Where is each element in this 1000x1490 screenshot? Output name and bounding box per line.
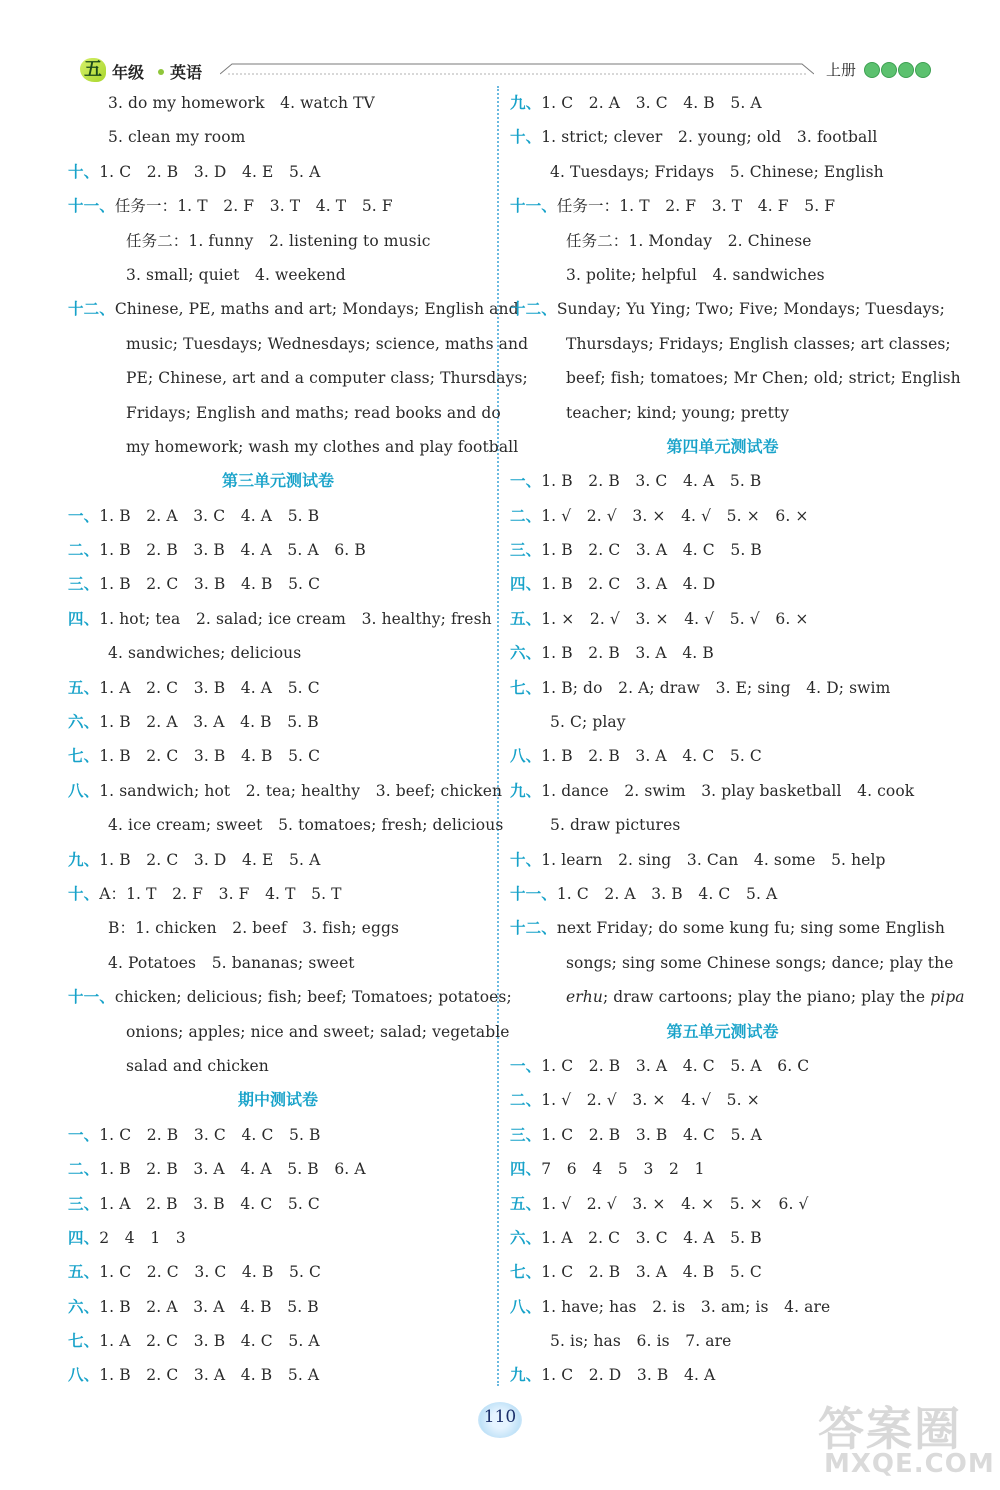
left-column — [68, 86, 529, 1393]
question-number: 三、 — [68, 575, 100, 594]
question-number: 一、 — [510, 472, 542, 491]
answer-line: 4. sandwiches; delicious — [108, 644, 302, 663]
answer-line — [510, 189, 935, 223]
question-number: 六、 — [68, 1297, 100, 1316]
watermark-text: 答案圈 — [818, 1402, 962, 1456]
answer-line: teacher; kind; young; pretty — [566, 403, 790, 422]
question-number: 十、 — [510, 128, 542, 147]
answer-line — [68, 602, 492, 636]
answer-line — [510, 120, 935, 154]
answer-line: 3. small; quiet 4. weekend — [126, 265, 346, 284]
question-number: 十一、 — [68, 988, 115, 1007]
watermark-url: MXQE.COM — [824, 1449, 995, 1479]
decor-dot — [915, 62, 931, 78]
answer-text: 1. C 2. B 3. B 4. C 5. A — [541, 1125, 762, 1144]
answer-line — [510, 980, 965, 1014]
answer-text: 1. √ 2. √ 3. × 4. × 5. × 6. √ — [541, 1194, 809, 1213]
answer-text: 任务一：1. T 2. F 3. T 4. F 5. F — [556, 197, 836, 216]
answer-text: 任务一：1. T 2. F 3. T 4. T 5. F — [114, 197, 393, 216]
question-number: 九、 — [68, 850, 100, 869]
answer-line — [68, 705, 488, 739]
answer-line — [68, 1152, 488, 1186]
question-number: 四、 — [510, 1160, 542, 1179]
answer-line: my homework; wash my clothes and play football — [126, 437, 519, 456]
answer-text: 1. hot; tea 2. salad; ice cream 3. healthy; fresh — [99, 609, 492, 628]
answer-text: 1. C 2. C 3. C 4. B 5. C — [99, 1263, 322, 1282]
answer-text: 1. B 2. C 3. B 4. B 5. C — [99, 747, 321, 766]
answer-text: next Friday; do some kung fu; sing some English — [556, 919, 945, 938]
watermark-logo — [818, 1393, 998, 1488]
answer-line — [68, 189, 488, 223]
answer-text: 1. learn 2. sing 3. Can 4. some 5. help — [541, 850, 886, 869]
answer-text: 1. C 2. D 3. B 4. A — [541, 1366, 716, 1385]
answer-line — [510, 739, 935, 773]
answer-text: 1. A 2. C 3. B 4. A 5. C — [99, 678, 320, 697]
section-title: 第四单元测试卷 — [666, 436, 779, 456]
answer-text: 1. C 2. B 3. D 4. E 5. A — [99, 162, 321, 181]
question-number: 一、 — [68, 506, 100, 525]
answer-text: 1. × 2. √ 3. × 4. √ 5. √ 6. × — [541, 609, 809, 628]
question-number: 十二、 — [510, 919, 557, 938]
answer-line — [510, 1290, 935, 1324]
question-number: 七、 — [68, 1332, 100, 1351]
question-number: 三、 — [68, 1194, 100, 1213]
question-number: 七、 — [68, 747, 100, 766]
answer-line: Thursdays; Fridays; English classes; art classes; — [566, 334, 951, 353]
question-number: 十二、 — [68, 300, 115, 319]
answer-line — [510, 671, 935, 705]
answer-text: chicken; delicious; fish; beef; Tomatoes; potatoes; — [114, 988, 512, 1007]
answer-line — [68, 499, 488, 533]
question-number: 二、 — [510, 506, 542, 525]
subject-label: 英语 — [170, 63, 203, 82]
answer-line — [510, 567, 935, 601]
answer-text: 1. C 2. B 3. A 4. B 5. C — [541, 1263, 762, 1282]
answer-line — [510, 86, 935, 120]
answer-line — [68, 671, 488, 705]
answer-text: 7 6 4 5 3 2 1 — [541, 1160, 705, 1179]
answer-line — [510, 1358, 935, 1392]
answer-line — [68, 533, 488, 567]
question-number: 五、 — [68, 1263, 100, 1282]
answer-text: 1. dance 2. swim 3. play basketball 4. cook — [541, 781, 915, 800]
question-number: 十、 — [510, 850, 542, 869]
question-number: 四、 — [68, 609, 100, 628]
question-number: 八、 — [68, 1366, 100, 1385]
answer-line — [510, 1187, 935, 1221]
answer-line: Fridays; English and maths; read books and do — [126, 403, 501, 422]
question-number: 八、 — [510, 1297, 542, 1316]
question-number: 六、 — [510, 644, 542, 663]
right-column — [510, 86, 965, 1393]
section-title: 期中测试卷 — [237, 1090, 318, 1110]
question-number: 五、 — [510, 609, 542, 628]
answer-line: 4. Tuesdays; Fridays 5. Chinese; English — [550, 162, 884, 181]
answer-line — [510, 1221, 935, 1255]
answer-text: 1. C 2. B 3. C 4. C 5. B — [99, 1125, 321, 1144]
answer-line: 4. Potatoes 5. bananas; sweet — [108, 953, 355, 972]
answer-text: 1. B 2. A 3. C 4. A 5. B — [99, 506, 320, 525]
answer-text: 1. B 2. B 3. C 4. A 5. B — [541, 472, 762, 491]
answer-text: 1. A 2. C 3. B 4. C 5. A — [99, 1332, 320, 1351]
answer-line — [68, 1187, 488, 1221]
question-number: 九、 — [510, 94, 542, 112]
answer-line: 3. polite; helpful 4. sandwiches — [566, 265, 825, 284]
page-header — [0, 0, 1000, 90]
question-number: 八、 — [68, 781, 100, 800]
answer-text: ; draw cartoons; play the piano; play the — [602, 988, 931, 1007]
answer-line — [68, 1290, 488, 1324]
header-rule — [220, 62, 814, 76]
question-number: 一、 — [68, 1125, 100, 1144]
answer-text: 1. C 2. B 3. A 4. C 5. A 6. C — [541, 1056, 810, 1075]
answer-line — [510, 911, 945, 945]
answer-line — [68, 877, 488, 911]
answer-text: 1. B 2. A 3. A 4. B 5. B — [99, 1297, 319, 1316]
answer-text: Sunday; Yu Ying; Two; Five; Mondays; Tuesdays; — [556, 300, 945, 319]
section-title: 第五单元测试卷 — [666, 1021, 779, 1041]
grade-badge: 五 — [80, 58, 106, 82]
answer-line — [68, 1221, 488, 1255]
question-number: 九、 — [510, 1366, 542, 1385]
answer-line — [510, 1049, 935, 1083]
question-number: 四、 — [68, 1228, 100, 1247]
page-number-badge — [476, 1400, 524, 1440]
answer-line — [68, 774, 503, 808]
question-number: 七、 — [510, 678, 542, 697]
answer-text: 1. C 2. A 3. B 4. C 5. A — [556, 884, 778, 903]
answer-text: 1. sandwich; hot 2. tea; healthy 3. beef; chicken — [99, 781, 503, 800]
question-number: 十、 — [68, 162, 100, 181]
column-divider — [497, 86, 499, 1386]
answer-text: 2 4 1 3 — [99, 1228, 186, 1247]
page-number: 110 — [483, 1407, 517, 1427]
answer-text: 1. B 2. A 3. A 4. B 5. B — [99, 713, 319, 732]
answer-line — [510, 533, 935, 567]
answer-line — [510, 1083, 935, 1117]
decor-dot — [864, 62, 880, 78]
answer-line — [510, 464, 935, 498]
answer-line — [68, 292, 519, 326]
answer-line: 5. clean my room — [108, 128, 246, 147]
answer-text: 1. B 2. B 3. B 4. A 5. A 6. B — [99, 541, 366, 560]
answer-text: 1. B 2. C 3. A 4. C 5. B — [541, 541, 762, 560]
answer-line: 5. draw pictures — [550, 816, 681, 835]
answer-line — [510, 636, 935, 670]
answer-text: 1. have; has 2. is 3. am; is 4. are — [541, 1297, 831, 1316]
answer-line: music; Tuesdays; Wednesdays; science, maths and — [126, 334, 529, 353]
question-number: 二、 — [68, 541, 100, 560]
answer-line: 5. C; play — [550, 713, 626, 732]
question-number: 六、 — [68, 713, 100, 732]
answer-line — [510, 843, 935, 877]
question-number: 九、 — [510, 781, 542, 800]
question-number: 十一、 — [68, 197, 115, 216]
answer-text: 1. strict; clever 2. young; old 3. football — [541, 128, 878, 147]
answer-text: A：1. T 2. F 3. F 4. T 5. T — [99, 884, 342, 903]
answer-text: 1. B 2. C 3. A 4. B 5. A — [99, 1366, 320, 1385]
answer-line — [510, 1152, 935, 1186]
answer-line: onions; apples; nice and sweet; salad; vegetable — [126, 1022, 510, 1041]
answer-text: 1. B 2. B 3. A 4. C 5. C — [541, 747, 762, 766]
answer-line — [510, 499, 935, 533]
section-title: 第三单元测试卷 — [221, 471, 334, 491]
answer-line: 5. is; has 6. is 7. are — [550, 1332, 732, 1351]
question-number: 二、 — [510, 1091, 542, 1110]
volume-label: 上册 — [826, 61, 857, 79]
answer-text: 1. C 2. A 3. C 4. B 5. A — [541, 94, 762, 112]
question-number: 六、 — [510, 1228, 542, 1247]
answer-line: beef; fish; tomatoes; Mr Chen; old; strict; English — [566, 369, 961, 388]
instrument-name: erhu — [566, 988, 603, 1007]
header-decoration — [864, 62, 931, 78]
answer-text: 1. √ 2. √ 3. × 4. √ 5. × — [541, 1091, 760, 1110]
answer-line — [68, 1118, 488, 1152]
answer-text: 1. B 2. B 3. A 4. A 5. B 6. A — [99, 1160, 366, 1179]
answer-line — [68, 155, 488, 189]
separator-dot — [158, 69, 164, 75]
answer-line — [510, 602, 935, 636]
answer-line — [68, 1358, 488, 1392]
question-number: 十一、 — [510, 197, 557, 216]
question-number: 十二、 — [510, 300, 557, 319]
answer-line — [510, 292, 945, 326]
answer-text: 1. B; do 2. A; draw 3. E; sing 4. D; swim — [541, 678, 891, 697]
answer-line — [68, 739, 488, 773]
answer-text: 1. A 2. B 3. B 4. C 5. C — [99, 1194, 320, 1213]
question-number: 五、 — [510, 1194, 542, 1213]
question-number: 二、 — [68, 1160, 100, 1179]
answer-line — [68, 1255, 488, 1289]
question-number: 十、 — [68, 884, 100, 903]
question-number: 四、 — [510, 575, 542, 594]
answer-line — [510, 877, 935, 911]
question-number: 三、 — [510, 541, 542, 560]
decor-dot — [898, 62, 914, 78]
answer-line — [510, 1255, 935, 1289]
question-number: 八、 — [510, 747, 542, 766]
answer-text: Chinese, PE, maths and art; Mondays; English and — [114, 300, 519, 319]
question-number: 五、 — [68, 678, 100, 697]
answer-text: 1. B 2. C 3. A 4. D — [541, 575, 716, 594]
answer-line — [510, 774, 935, 808]
answer-line: 任务二：1. Monday 2. Chinese — [566, 231, 812, 250]
answer-text: 1. B 2. C 3. B 4. B 5. C — [99, 575, 321, 594]
answer-line: 任务二：1. funny 2. listening to music — [126, 231, 431, 250]
answer-text: 1. B 2. B 3. A 4. B — [541, 644, 714, 663]
answer-line — [68, 980, 512, 1014]
answer-line: 3. do my homework 4. watch TV — [108, 94, 375, 112]
question-number: 七、 — [510, 1263, 542, 1282]
question-number: 一、 — [510, 1056, 542, 1075]
instrument-name: pipa — [930, 988, 965, 1007]
decor-dot — [881, 62, 897, 78]
answer-text: 1. A 2. C 3. C 4. A 5. B — [541, 1228, 762, 1247]
answer-line: songs; sing some Chinese songs; dance; play the — [566, 953, 954, 972]
answer-line: B：1. chicken 2. beef 3. fish; eggs — [108, 919, 400, 938]
answer-line — [510, 1118, 935, 1152]
question-number: 十一、 — [510, 884, 557, 903]
answer-text: 1. B 2. C 3. D 4. E 5. A — [99, 850, 321, 869]
answer-line: 4. ice cream; sweet 5. tomatoes; fresh; delicious — [108, 816, 504, 835]
answer-line — [68, 843, 488, 877]
answer-line — [68, 1324, 488, 1358]
answer-line: salad and chicken — [126, 1056, 269, 1075]
question-number: 三、 — [510, 1125, 542, 1144]
answer-text: 1. √ 2. √ 3. × 4. √ 5. × 6. × — [541, 506, 809, 525]
answer-line: PE; Chinese, art and a computer class; Thursdays; — [126, 369, 528, 388]
grade-label: 年级 — [112, 63, 145, 82]
answer-line — [68, 567, 488, 601]
